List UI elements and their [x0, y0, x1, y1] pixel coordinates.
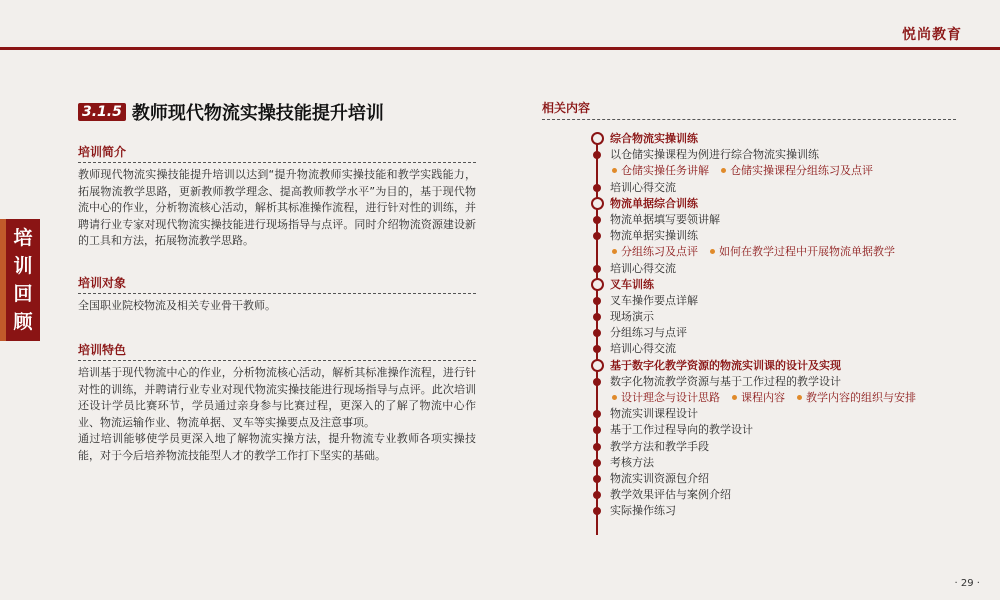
- timeline-subitem-text: 分组练习及点评: [621, 245, 698, 259]
- timeline-item: [610, 293, 990, 309]
- section-heading: 培训特色: [78, 341, 476, 361]
- timeline-subitem-text: 如何在教学过程中开展物流单据教学: [719, 245, 895, 259]
- timeline-dot-icon: [593, 232, 601, 240]
- timeline-item-text: 物流实训课程设计: [610, 407, 698, 421]
- side-tab-char: 顾: [13, 311, 33, 333]
- timeline-subitem: [795, 391, 916, 404]
- bullet-dot-icon: [732, 395, 737, 400]
- timeline-item-text: 物流实训资源包介绍: [610, 471, 709, 485]
- page-number: · 29 ·: [954, 578, 980, 589]
- timeline-item-text: 培训心得交流: [610, 261, 676, 275]
- timeline-subitem: [610, 164, 709, 177]
- timeline-item-text: 培训心得交流: [610, 180, 676, 194]
- timeline-node-icon: [591, 132, 604, 145]
- section-paragraph: 教师现代物流实操技能提升培训以达到“提升物流教师实操技能和教学实践能力，拓展物流教学思路，更新教师教学理念、提高教师教学水平”为目的，基于现代物流中心的作业，分析物流核心活动，解析其标准操作流程，进行针对性的训练，并聘请行业专家对现代物流实操技能进行现场指导与点评。同时介绍物流资源建设新的工具和方法，拓展物流教学思路。: [78, 168, 476, 247]
- timeline-item: [610, 455, 990, 471]
- timeline-subitem: [719, 164, 873, 177]
- timeline-item-text: 基于工作过程导向的教学设计: [610, 423, 753, 437]
- timeline-item-text: 考核方法: [610, 455, 654, 469]
- timeline-item-text: 实际操作练习: [610, 504, 676, 518]
- section-paragraph: 培训基于现代物流中心的作业，分析物流核心活动，解析其标准操作流程，进行针对性的训练，并聘请行业专业对现代物流实操技能进行现场指导与点评。此次培训还设计学员比赛环节，学员通过亲身参与比赛过程，更深入的了解了物流中心作业、物流运输作业、物流单据、叉车等实操要点及注意事项。: [78, 366, 476, 429]
- timeline-item: [610, 471, 990, 487]
- side-tab-char: 回: [13, 283, 33, 305]
- timeline-item-text: 现场演示: [610, 310, 654, 324]
- section-paragraph: 通过培训能够使学员更深入地了解物流实操方法，提升物流专业教师各项实操技能，对于今后培养物流技能型人才的教学工作打下坚实的基础。: [78, 432, 476, 462]
- side-tab-char: 训: [13, 255, 33, 277]
- timeline-subitem-text: 仓储实操任务讲解: [621, 164, 709, 178]
- timeline-dot-icon: [593, 410, 601, 418]
- timeline-item: [610, 228, 990, 244]
- timeline-group-heading: [610, 131, 990, 147]
- section-intro: [78, 143, 476, 250]
- section-heading: 培训简介: [78, 143, 476, 163]
- timeline-item: [610, 341, 990, 357]
- timeline-dot-icon: [593, 345, 601, 353]
- timeline-dot-icon: [593, 184, 601, 192]
- timeline-item: [610, 439, 990, 455]
- timeline-item: [610, 212, 990, 228]
- timeline-dot-icon: [593, 297, 601, 305]
- timeline-dot-icon: [593, 426, 601, 434]
- related-heading: 相关内容: [542, 99, 956, 120]
- timeline-item-text: 数字化物流教学资源与基于工作过程的教学设计: [610, 374, 841, 388]
- timeline-subitems: [610, 244, 990, 260]
- bullet-dot-icon: [710, 249, 715, 254]
- bullet-dot-icon: [612, 395, 617, 400]
- timeline-group-title: 综合物流实操训练: [610, 132, 698, 145]
- timeline-group-title: 叉车训练: [610, 277, 654, 291]
- timeline-item-text: 物流单据实操训练: [610, 229, 698, 243]
- timeline-node-icon: [591, 359, 604, 372]
- section-paragraph: 全国职业院校物流及相关专业骨干教师。: [78, 298, 276, 312]
- section-audience: [78, 274, 476, 315]
- timeline-item: [610, 487, 990, 503]
- timeline-dot-icon: [593, 378, 601, 386]
- section-number: 3.1.5: [78, 103, 126, 121]
- title-block: [78, 99, 384, 125]
- timeline-dot-icon: [593, 475, 601, 483]
- timeline-item: [610, 422, 990, 438]
- timeline-dot-icon: [593, 216, 601, 224]
- header-bar: [0, 0, 1000, 50]
- timeline-dot-icon: [593, 491, 601, 499]
- bullet-dot-icon: [612, 168, 617, 173]
- timeline-subitem: [730, 391, 785, 404]
- brand-name: 悦尚教育: [902, 27, 962, 43]
- timeline-subitem: [708, 245, 895, 258]
- timeline-dot-icon: [593, 265, 601, 273]
- timeline-item: [610, 325, 990, 341]
- timeline-dot-icon: [593, 313, 601, 321]
- timeline-item-text: 教学效果评估与案例介绍: [610, 488, 731, 502]
- timeline-item: [610, 406, 990, 422]
- timeline-item: [610, 261, 990, 277]
- timeline-subitem-text: 课程内容: [741, 391, 785, 404]
- timeline-item-text: 叉车操作要点详解: [610, 293, 698, 307]
- timeline-node-icon: [591, 197, 604, 210]
- timeline-item-text: 物流单据填写要领讲解: [610, 212, 720, 226]
- timeline-subitems: [610, 390, 990, 406]
- section-features: [78, 341, 476, 464]
- section-heading: 培训对象: [78, 274, 476, 294]
- timeline-dot-icon: [593, 507, 601, 515]
- timeline-group-heading: [610, 358, 990, 374]
- timeline-item: [610, 374, 990, 390]
- left-column: [78, 143, 476, 464]
- bullet-dot-icon: [797, 395, 802, 400]
- timeline-dot-icon: [593, 459, 601, 467]
- side-tab-char: 培: [13, 227, 33, 249]
- timeline-item: [610, 309, 990, 325]
- timeline-dot-icon: [593, 151, 601, 159]
- bullet-dot-icon: [612, 249, 617, 254]
- page-title: 教师现代物流实操技能提升培训: [131, 103, 384, 124]
- timeline-subitem-text: 设计理念与设计思路: [621, 391, 720, 404]
- timeline-item-text: 培训心得交流: [610, 342, 676, 356]
- timeline-item-text: 教学方法和教学手段: [610, 439, 709, 453]
- timeline-subitem: [610, 245, 698, 258]
- timeline-dot-icon: [593, 443, 601, 451]
- timeline-group-heading: [610, 277, 990, 293]
- timeline: [610, 131, 990, 520]
- timeline-subitem-text: 仓储实操课程分组练习及点评: [730, 164, 873, 178]
- timeline-item-text: 分组练习与点评: [610, 326, 687, 340]
- timeline-group-title: 物流单据综合训练: [610, 196, 698, 210]
- timeline-item-text: 以仓储实操课程为例进行综合物流实操训练: [610, 148, 819, 162]
- side-tab: [0, 219, 40, 341]
- timeline-subitems: [610, 163, 990, 179]
- timeline-dot-icon: [593, 329, 601, 337]
- timeline-node-icon: [591, 278, 604, 291]
- timeline-group-heading: [610, 196, 990, 212]
- timeline-subitem: [610, 391, 720, 404]
- timeline-item: [610, 147, 990, 163]
- bullet-dot-icon: [721, 168, 726, 173]
- timeline-subitem-text: 教学内容的组织与安排: [806, 391, 916, 404]
- timeline-item: [610, 180, 990, 196]
- timeline-item: [610, 503, 990, 519]
- timeline-group-title: 基于数字化教学资源的物流实训课的设计及实现: [610, 358, 841, 372]
